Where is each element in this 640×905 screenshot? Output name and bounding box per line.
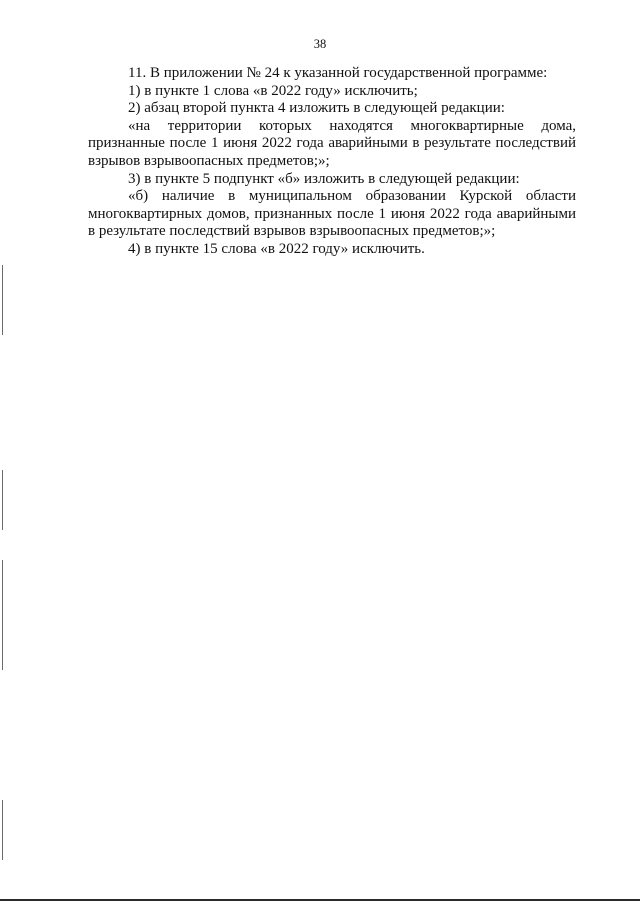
document-body [88, 65, 576, 259]
paragraph-quote-2: «б) наличие в муниципальном образовании Курской области многоквартирных домов, признанных после 1 июня 2022 года аварийными в результате последствий взрывов взрывоопасных предметов;»; [88, 188, 576, 240]
paragraph-item-11: 11. В приложении № 24 к указанной государственной программе: [128, 65, 548, 81]
paragraph-quote-1: «на территории которых находятся многоквартирные дома, признанные после 1 июня 2022 года аварийными в результате последствий взрывов взрывоопасных предметов;»; [88, 117, 576, 169]
scan-edge-mark [2, 265, 3, 335]
paragraph-subitem-2: 2) абзац второй пункта 4 изложить в следующей редакции: [128, 100, 505, 117]
paragraph-subitem-3: 3) в пункте 5 подпункт «б» изложить в следующей редакции: [128, 170, 520, 187]
paragraph-subitem-4: 4) в пункте 15 слова «в 2022 году» исключить. [128, 240, 425, 257]
scan-edge-mark [2, 560, 3, 670]
scan-edge-mark [2, 470, 3, 530]
scan-edge-mark [2, 800, 3, 860]
paragraph-subitem-1: 1) в пункте 1 слова «в 2022 году» исключить; [128, 82, 418, 99]
scan-bottom-edge [0, 899, 640, 901]
page-number: 38 [313, 37, 327, 51]
